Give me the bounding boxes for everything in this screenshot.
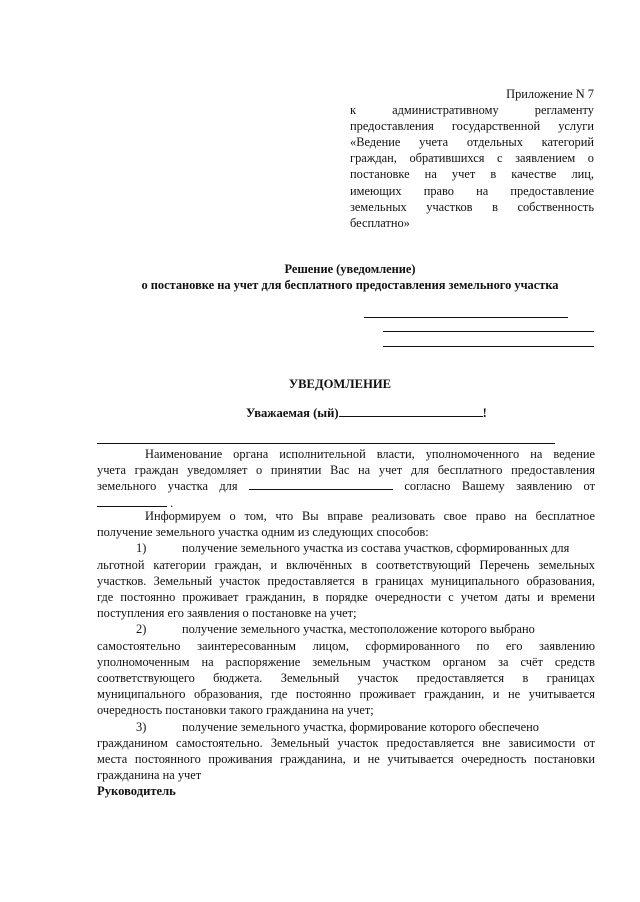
list-line: участков. Земельный участок предоставляется в границах муниципального образования, — [97, 573, 595, 588]
paragraph-line: Наименование органа исполнительной власти, уполномоченного на ведение — [145, 447, 595, 461]
list-line: где постоянно проживает гражданин, в порядке очередности с учетом даты и времени — [97, 590, 595, 605]
paragraph-line: получение земельного участка одним из следующих способов: — [97, 525, 429, 540]
greeting-suffix: ! — [482, 406, 487, 420]
greeting-prefix: Уважаемая (ый) — [246, 406, 339, 420]
paragraph-inform — [97, 508, 595, 783]
name-blank — [339, 404, 483, 417]
list-line: получение земельного участка из состава участков, сформированных для — [182, 541, 570, 556]
addressee-line — [383, 346, 594, 347]
list-line: гражданином самостоятельно. Земельный участок предоставляется вне зависимости от — [97, 735, 595, 750]
appendix-line: бесплатно» — [350, 215, 410, 230]
list-item-2 — [97, 621, 595, 637]
list-line: поступления его заявления о постановке на учет; — [97, 606, 357, 621]
appendix-line: к административному регламенту — [350, 103, 594, 118]
paragraph-text: . — [170, 495, 174, 510]
list-line: уполномоченным на распоряжение земельным участком органом за счёт средств — [97, 654, 595, 669]
appendix-block — [350, 86, 594, 231]
organ-name-line — [97, 443, 555, 444]
list-line: получение земельного участка, местоположение которого выбрано — [182, 622, 535, 637]
list-line: гражданина на учет — [97, 768, 202, 783]
appendix-line: предоставления государственной услуги — [350, 119, 594, 134]
appendix-line: имеющих право на предоставление — [350, 183, 594, 198]
paragraph-line: Информируем о том, что Вы вправе реализовать свое право на бесплатное — [145, 509, 595, 523]
paragraph-notification — [97, 446, 595, 511]
decision-subheading: о постановке на учет для бесплатного предоставления земельного участка — [141, 278, 559, 292]
greeting — [246, 404, 487, 421]
appendix-line: граждан, обратившихся с заявлением о — [350, 151, 594, 166]
appendix-line: земельных участков в собственность — [350, 199, 594, 214]
list-line: получение земельного участка, формирование которого обеспечено — [182, 719, 539, 734]
paragraph-line — [97, 478, 595, 494]
list-number: 2) — [136, 622, 147, 637]
list-line: очередность постановки такого гражданина на учет; — [97, 703, 374, 718]
date-blank — [97, 495, 167, 507]
decision-heading: Решение (уведомление) — [284, 262, 416, 276]
appendix-line: «Ведение учета отдельных категорий — [350, 135, 594, 150]
list-line: соответствующего бюджета. Земельный участок предоставляется в границах — [97, 671, 595, 686]
list-number: 3) — [136, 719, 147, 734]
list-line: льготной категории граждан, и включённых в соответствующий Перечень земельных — [97, 557, 595, 572]
addressee-line — [364, 317, 568, 318]
list-item-1 — [97, 540, 595, 556]
list-item-3 — [97, 719, 595, 735]
notice-title: УВЕДОМЛЕНИЕ — [288, 377, 392, 391]
paragraph-text: согласно Вашему заявлению от — [404, 479, 595, 494]
paragraph-text: земельного участка для — [97, 479, 238, 494]
list-line: муниципального образования, где постоянно проживает гражданин, и не учитывается — [97, 687, 595, 702]
paragraph-line: учета граждан уведомляет о принятии Вас на учет для бесплатного предоставления — [97, 463, 595, 478]
appendix-line: постановке на учет в качестве лиц, — [350, 167, 594, 182]
list-line: самостоятельно заинтересованным лицом, сформированного по его заявлению — [97, 638, 595, 653]
list-number: 1) — [136, 541, 147, 556]
list-line: места постоянного проживания гражданина, и не учитывается очередность постановки — [97, 752, 595, 767]
addressee-line — [383, 331, 594, 332]
signature-label: Руководитель — [97, 784, 176, 798]
appendix-title: Приложение N 7 — [506, 87, 594, 101]
purpose-blank — [249, 478, 393, 490]
